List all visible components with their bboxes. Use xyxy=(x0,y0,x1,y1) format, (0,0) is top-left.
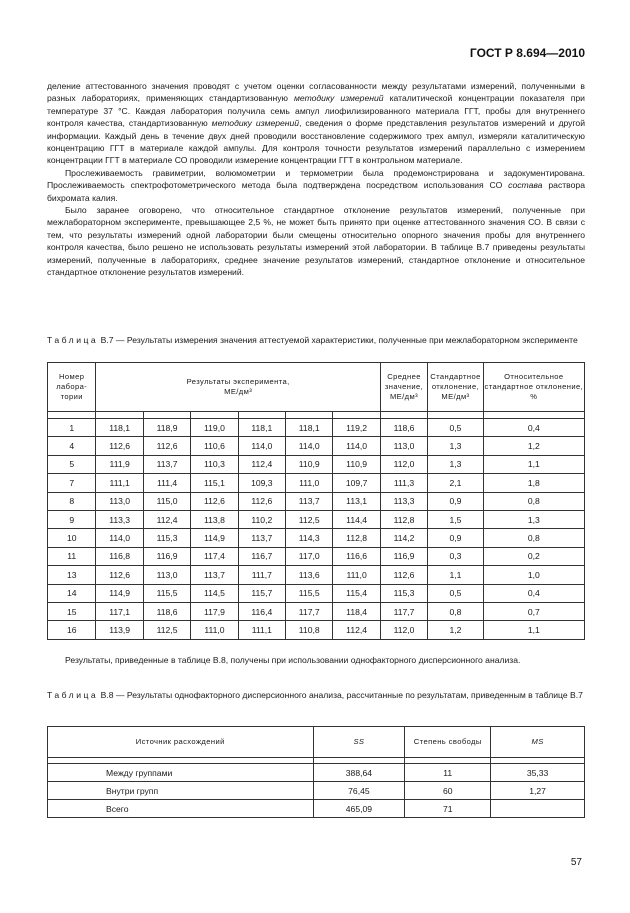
table-cell: 0,2 xyxy=(483,547,584,565)
table-cell: 11 xyxy=(405,764,491,782)
header-df: Степень свободы xyxy=(405,727,491,758)
table-cell: 112,4 xyxy=(238,455,285,473)
table-row xyxy=(48,764,585,782)
table-cell: 0,4 xyxy=(483,419,584,437)
table-cell: 115,0 xyxy=(143,492,190,510)
paragraph-2: Прослеживаемость гравиметрии, волюмометрии и термометрии была продемонстрирована и задокументирована. Прослеживаемость спектрофотометрического метода была подтверждена посредством использования СО состава раствора бихромата калия. xyxy=(47,167,585,203)
table-cell: 114,0 xyxy=(96,529,143,547)
table-cell: 0,8 xyxy=(483,529,584,547)
table-cell: 1,1 xyxy=(483,455,584,473)
table-cell: 118,9 xyxy=(143,419,190,437)
table-cell: 113,6 xyxy=(286,566,333,584)
table-cell: 111,0 xyxy=(333,566,380,584)
table-cell: 0,7 xyxy=(483,602,584,620)
table-cell: Всего xyxy=(48,800,314,818)
table-cell: 112,5 xyxy=(143,621,190,639)
table-cell: 110,3 xyxy=(191,455,238,473)
table-cell: 114,9 xyxy=(191,529,238,547)
table-cell: 113,7 xyxy=(238,529,285,547)
table-cell: 115,3 xyxy=(143,529,190,547)
table-row xyxy=(48,547,585,565)
table-row xyxy=(48,800,585,818)
table-cell: 111,3 xyxy=(380,474,427,492)
table-cell: 115,1 xyxy=(191,474,238,492)
table-cell: 0,4 xyxy=(483,584,584,602)
table-cell: 116,7 xyxy=(238,547,285,565)
table-cell: 112,6 xyxy=(143,437,190,455)
paragraph-1: деление аттестованного значения проводят с учетом оценки согласованности между результатами измерений, полученными в разных лабораториях, применяющих стандартизованную методику измерений каталитической концентрации показателя при температуре 37 °С. Каждая лаборатория получила семь ампул лиофилизированного материала ГГТ, пробы для внутреннего контроля качества, стандартизованную методику измерений, сведения о форме представления результатов измерений и другой информации. Каждый день в течение двух дней проводили восстановление содержимого трех ампул, измеряли каталитическую концентрацию ГГТ в материале каждой ампулы. Для контроля точности результатов измерений параллельно с измерением концентрации ГГТ в материале СО проводили измерение концентрации ГГТ в контрольном материале. xyxy=(47,81,585,166)
table-row xyxy=(48,437,585,455)
table-cell: 113,7 xyxy=(286,492,333,510)
table-cell: 113,3 xyxy=(380,492,427,510)
table-cell: 10 xyxy=(48,529,96,547)
table-row xyxy=(48,510,585,528)
table-cell: 110,2 xyxy=(238,510,285,528)
table-cell: 112,0 xyxy=(380,455,427,473)
table-cell: 5 xyxy=(48,455,96,473)
table-cell: 116,9 xyxy=(143,547,190,565)
table-cell: 115,5 xyxy=(286,584,333,602)
table-cell: 112,8 xyxy=(380,510,427,528)
table-row xyxy=(48,419,585,437)
page-number: 57 xyxy=(570,857,582,868)
table-cell: 112,4 xyxy=(143,510,190,528)
table7-caption: Таблица В.7 — Результаты измерения значения аттестуемой характеристики, полученные при межлабораторном эксперименте xyxy=(47,335,578,345)
table-cell: Между группами xyxy=(48,764,314,782)
table-cell: 0,9 xyxy=(428,492,484,510)
table-cell: Внутри групп xyxy=(48,782,314,800)
table-cell: 119,0 xyxy=(191,419,238,437)
table-cell: 113,1 xyxy=(333,492,380,510)
table-cell: 35,33 xyxy=(491,764,585,782)
table-cell: 109,3 xyxy=(238,474,285,492)
table-cell: 1,1 xyxy=(428,566,484,584)
table-cell: 1,3 xyxy=(483,510,584,528)
table-b8 xyxy=(47,726,585,818)
table-cell: 117,4 xyxy=(191,547,238,565)
table-cell: 113,0 xyxy=(143,566,190,584)
standard-header: ГОСТ Р 8.694—2010 xyxy=(469,46,585,60)
table-cell: 1,0 xyxy=(483,566,584,584)
table-cell: 0,8 xyxy=(483,492,584,510)
table-cell: 76,45 xyxy=(313,782,405,800)
table-cell: 114,4 xyxy=(333,510,380,528)
table-cell: 0,8 xyxy=(428,602,484,620)
table-cell: 111,7 xyxy=(238,566,285,584)
table-cell: 110,9 xyxy=(286,455,333,473)
table-row xyxy=(48,474,585,492)
table-cell: 118,6 xyxy=(143,602,190,620)
table-cell: 113,3 xyxy=(96,510,143,528)
table-cell: 9 xyxy=(48,510,96,528)
header-mean: Среднее значение, МЕ/дм³ xyxy=(380,363,427,412)
table-cell: 112,6 xyxy=(238,492,285,510)
header-rsd: Относительное стандартное отклонение, % xyxy=(483,363,584,412)
table-cell: 119,2 xyxy=(333,419,380,437)
table-cell: 0,3 xyxy=(428,547,484,565)
table-cell: 117,7 xyxy=(286,602,333,620)
body-text xyxy=(47,80,585,279)
table-row xyxy=(48,602,585,620)
table-b7 xyxy=(47,362,585,640)
header-ms: MS xyxy=(491,727,585,758)
table-cell: 118,4 xyxy=(333,602,380,620)
table-cell: 1,3 xyxy=(428,455,484,473)
table-row xyxy=(48,492,585,510)
table-cell: 110,8 xyxy=(286,621,333,639)
table-cell: 116,8 xyxy=(96,547,143,565)
table-row xyxy=(48,455,585,473)
table-cell: 113,0 xyxy=(380,437,427,455)
table-cell: 114,0 xyxy=(333,437,380,455)
table-cell: 1,2 xyxy=(483,437,584,455)
table-cell: 113,7 xyxy=(143,455,190,473)
table-cell: 113,9 xyxy=(96,621,143,639)
table-cell: 113,8 xyxy=(191,510,238,528)
table-cell xyxy=(491,800,585,818)
header-ss: SS xyxy=(313,727,405,758)
table-cell: 71 xyxy=(405,800,491,818)
table-row xyxy=(48,782,585,800)
header-source: Источник расхождений xyxy=(48,727,314,758)
table-cell: 112,6 xyxy=(380,566,427,584)
table-cell: 388,64 xyxy=(313,764,405,782)
table-cell: 2,1 xyxy=(428,474,484,492)
table-cell: 114,0 xyxy=(286,437,333,455)
table-cell: 60 xyxy=(405,782,491,800)
table-row xyxy=(48,529,585,547)
table-cell: 114,3 xyxy=(286,529,333,547)
table-cell: 114,2 xyxy=(380,529,427,547)
table-cell: 0,9 xyxy=(428,529,484,547)
table-cell: 115,5 xyxy=(143,584,190,602)
table-cell: 110,6 xyxy=(191,437,238,455)
table-cell: 111,0 xyxy=(286,474,333,492)
table-cell: 116,9 xyxy=(380,547,427,565)
table-cell: 112,8 xyxy=(333,529,380,547)
table-cell: 114,5 xyxy=(191,584,238,602)
table-cell: 111,1 xyxy=(96,474,143,492)
table-cell: 16 xyxy=(48,621,96,639)
header-results: Результаты эксперимента, МЕ/дм³ xyxy=(96,363,380,412)
table-cell: 117,7 xyxy=(380,602,427,620)
table-cell: 117,9 xyxy=(191,602,238,620)
table-cell: 1,1 xyxy=(483,621,584,639)
table-cell: 118,1 xyxy=(286,419,333,437)
table-row xyxy=(48,566,585,584)
table-cell: 114,9 xyxy=(96,584,143,602)
paragraph-4: Результаты, приведенные в таблице В.8, получены при использовании однофакторного дисперсионного анализа. xyxy=(65,655,521,665)
table-cell: 113,0 xyxy=(96,492,143,510)
table-row xyxy=(48,621,585,639)
table-cell: 115,7 xyxy=(238,584,285,602)
table-cell: 7 xyxy=(48,474,96,492)
table8-caption: Таблица В.8 — Результаты однофакторного дисперсионного анализа, рассчитанные по результатам, приведенным в таблице В.7 xyxy=(47,690,583,700)
table-cell: 111,1 xyxy=(238,621,285,639)
table-cell: 465,09 xyxy=(313,800,405,818)
table-cell: 117,0 xyxy=(286,547,333,565)
table-cell: 1,8 xyxy=(483,474,584,492)
table-cell: 110,9 xyxy=(333,455,380,473)
table-cell: 116,6 xyxy=(333,547,380,565)
table-cell: 112,6 xyxy=(96,566,143,584)
table-cell: 8 xyxy=(48,492,96,510)
table-cell: 0,5 xyxy=(428,419,484,437)
table-cell: 116,4 xyxy=(238,602,285,620)
table-cell: 111,0 xyxy=(191,621,238,639)
table-cell: 112,0 xyxy=(380,621,427,639)
table-cell: 13 xyxy=(48,566,96,584)
header-sd: Стандартное отклонение, МЕ/дм³ xyxy=(428,363,484,412)
table-cell: 111,9 xyxy=(96,455,143,473)
table-cell: 117,1 xyxy=(96,602,143,620)
table-cell: 111,4 xyxy=(143,474,190,492)
table-cell: 118,6 xyxy=(380,419,427,437)
table-cell: 118,1 xyxy=(96,419,143,437)
table-cell: 1,5 xyxy=(428,510,484,528)
table-cell: 15 xyxy=(48,602,96,620)
header-lab: Номер лабора-тории xyxy=(48,363,96,412)
table-cell: 0,5 xyxy=(428,584,484,602)
table-cell: 112,4 xyxy=(333,621,380,639)
table-cell: 1 xyxy=(48,419,96,437)
table-cell: 118,1 xyxy=(238,419,285,437)
table-cell: 115,4 xyxy=(333,584,380,602)
table-cell: 11 xyxy=(48,547,96,565)
paragraph-3: Было заранее оговорено, что относительное стандартное отклонение результатов измерений, полученные при межлабораторном эксперименте, превышающее 2,5 %, не может быть принято при оценке аттестованного значения СО. В связи с тем, что результаты измерений одной лаборатории были смещены относительно опорного значения пробы для внутреннего контроля качества, было решено не использовать результаты измерений этой лаборатории. В таблице В.7 приведены результаты измерений, полученные в лабораториях, среднее значение результатов измерений, стандартное отклонение и относительное стандартное отклонение результатов измерений. xyxy=(47,205,585,278)
table-cell: 112,5 xyxy=(286,510,333,528)
table-cell: 109,7 xyxy=(333,474,380,492)
table-cell: 115,3 xyxy=(380,584,427,602)
table-cell: 4 xyxy=(48,437,96,455)
table-cell: 112,6 xyxy=(191,492,238,510)
table-cell: 114,0 xyxy=(238,437,285,455)
table-row xyxy=(48,584,585,602)
table-cell: 14 xyxy=(48,584,96,602)
table-cell: 1,3 xyxy=(428,437,484,455)
table-cell: 113,7 xyxy=(191,566,238,584)
table-cell: 1,2 xyxy=(428,621,484,639)
table-cell: 112,6 xyxy=(96,437,143,455)
table-cell: 1,27 xyxy=(491,782,585,800)
